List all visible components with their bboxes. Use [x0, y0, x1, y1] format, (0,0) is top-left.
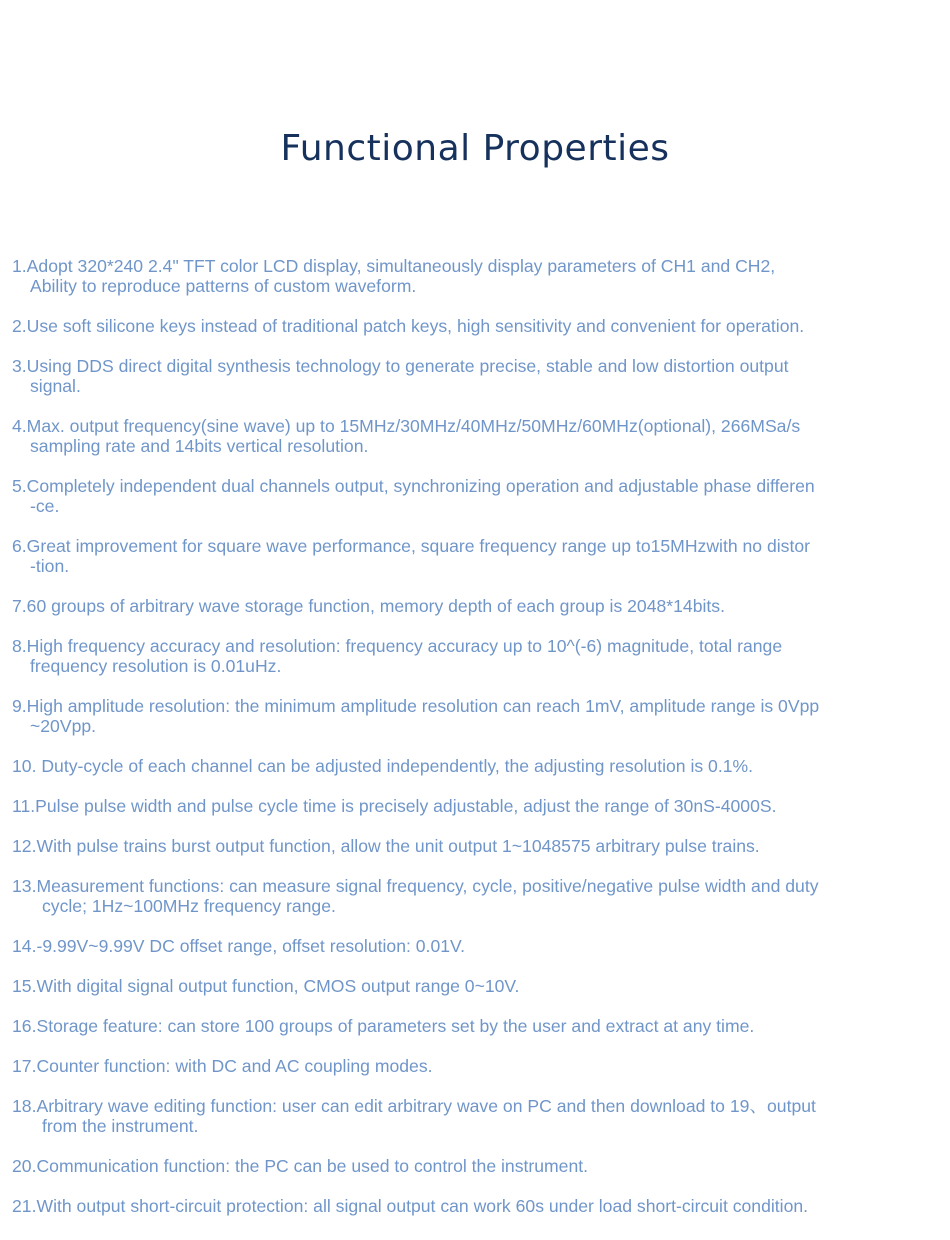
feature-item — [12, 636, 940, 676]
feature-item — [12, 976, 940, 996]
feature-item — [12, 536, 940, 576]
feature-item — [12, 1056, 940, 1076]
feature-item-text: 11.Pulse pulse width and pulse cycle time is precisely adjustable, adjust the range of 30nS-4000S. — [12, 796, 777, 816]
feature-item — [12, 836, 940, 856]
feature-item — [12, 356, 940, 396]
feature-item — [12, 756, 940, 776]
feature-item-continuation: sampling rate and 14bits vertical resolution. — [30, 436, 369, 456]
feature-item-continuation: ~20Vpp. — [30, 716, 97, 736]
feature-item-text: 16.Storage feature: can store 100 groups of parameters set by the user and extract at any time. — [12, 1016, 755, 1036]
feature-item-text: 2.Use soft silicone keys instead of traditional patch keys, high sensitivity and convenient for operation. — [12, 316, 805, 336]
feature-item-text: 1.Adopt 320*240 2.4" TFT color LCD display, simultaneously display parameters of CH1 and CH2, — [12, 256, 776, 276]
feature-item-continuation: -ce. — [30, 496, 60, 516]
feature-item-text: 10. Duty-cycle of each channel can be adjusted independently, the adjusting resolution is 0.1%. — [12, 756, 754, 776]
feature-item — [12, 1096, 940, 1136]
feature-item-text: 3.Using DDS direct digital synthesis technology to generate precise, stable and low distortion output — [12, 356, 789, 376]
feature-item-text: 13.Measurement functions: can measure signal frequency, cycle, positive/negative pulse width and duty — [12, 876, 819, 896]
feature-item — [12, 696, 940, 736]
feature-item — [12, 876, 940, 916]
feature-item-continuation: from the instrument. — [42, 1116, 199, 1136]
feature-item-text: 18.Arbitrary wave editing function: user can edit arbitrary wave on PC and then download to 19、output — [12, 1096, 816, 1116]
feature-item-text: 7.60 groups of arbitrary wave storage function, memory depth of each group is 2048*14bits. — [12, 596, 725, 616]
feature-item — [12, 596, 940, 616]
feature-item-text: 9.High amplitude resolution: the minimum amplitude resolution can reach 1mV, amplitude range is 0Vpp — [12, 696, 820, 716]
feature-item-text: 5.Completely independent dual channels output, synchronizing operation and adjustable phase differen — [12, 476, 815, 496]
feature-item-text: 17.Counter function: with DC and AC coupling modes. — [12, 1056, 433, 1076]
feature-item — [12, 1196, 940, 1216]
page-title: Functional Properties — [280, 128, 670, 169]
feature-item-text: 6.Great improvement for square wave performance, square frequency range up to15MHzwith no distor — [12, 536, 810, 556]
feature-item — [12, 796, 940, 816]
feature-item-text: 12.With pulse trains burst output function, allow the unit output 1~1048575 arbitrary pulse trains. — [12, 836, 760, 856]
feature-item-text: 21.With output short-circuit protection: all signal output can work 60s under load short-circuit condition. — [12, 1196, 809, 1216]
feature-item — [12, 936, 940, 956]
feature-item-text: 8.High frequency accuracy and resolution: frequency accuracy up to 10^(-6) magnitude, total range — [12, 636, 783, 656]
feature-item — [12, 476, 940, 516]
feature-item-text: 4.Max. output frequency(sine wave) up to 15MHz/30MHz/40MHz/50MHz/60MHz(optional), 266MSa/s — [12, 416, 801, 436]
feature-item-continuation: frequency resolution is 0.01uHz. — [30, 656, 282, 676]
feature-item-text: 20.Communication function: the PC can be used to control the instrument. — [12, 1156, 589, 1176]
feature-item-continuation: -tion. — [30, 556, 70, 576]
feature-item — [12, 1016, 940, 1036]
feature-item — [12, 1156, 940, 1176]
feature-list — [12, 256, 940, 1236]
feature-item — [12, 416, 940, 456]
feature-item-continuation: Ability to reproduce patterns of custom waveform. — [30, 276, 417, 296]
feature-item-continuation: signal. — [30, 376, 81, 396]
feature-item-text: 14.-9.99V~9.99V DC offset range, offset resolution: 0.01V. — [12, 936, 466, 956]
feature-item — [12, 256, 940, 296]
feature-item — [12, 316, 940, 336]
feature-item-text: 15.With digital signal output function, CMOS output range 0~10V. — [12, 976, 520, 996]
feature-item-continuation: cycle; 1Hz~100MHz frequency range. — [42, 896, 336, 916]
